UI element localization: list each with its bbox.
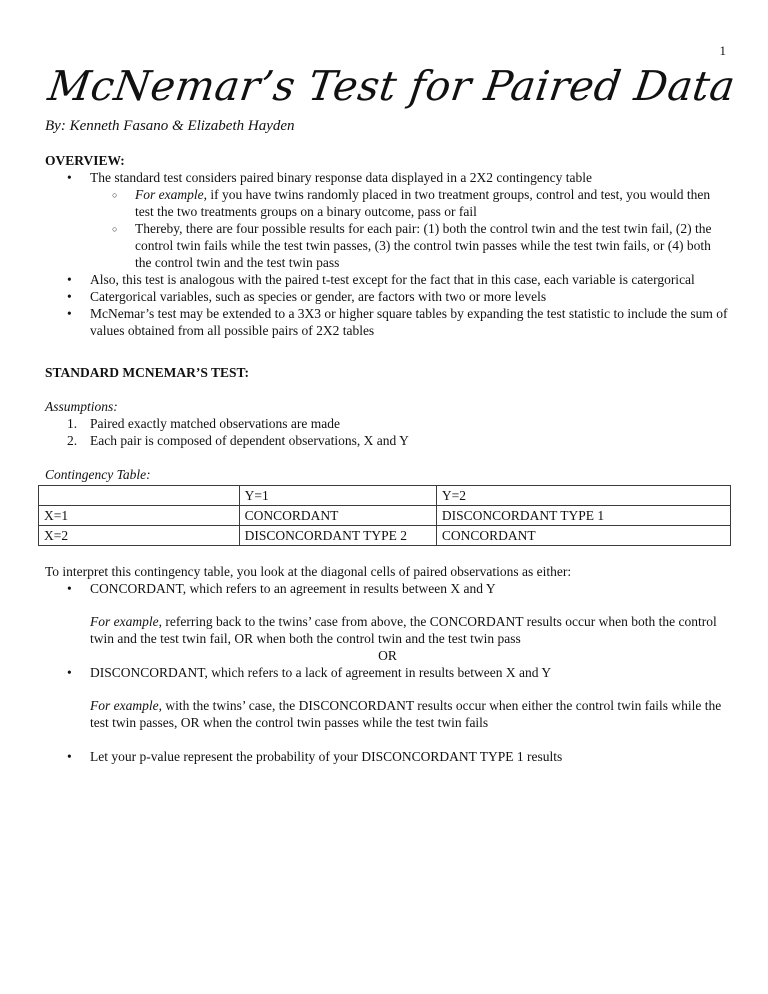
table-row-header-x1: X=1: [39, 506, 240, 526]
contingency-table-label: Contingency Table:: [45, 467, 151, 482]
bullet-text: DISCONCORDANT, which refers to a lack of agreement in results between X and Y: [90, 665, 552, 680]
document-title: McNemar’s Test for Paired Data: [45, 62, 739, 110]
table-cell: DISCONCORDANT TYPE 2: [239, 526, 436, 546]
standard-test-heading: STANDARD MCNEMAR’S TEST:: [45, 365, 250, 380]
overview-bullet-categorical: [45, 288, 730, 305]
overview-subbullet-four-results: [45, 220, 730, 271]
table-row: [39, 506, 731, 526]
disconcordant-example-paragraph: [45, 697, 730, 731]
disconcordant-bullet: [45, 664, 730, 681]
assumption-item-2: [45, 432, 730, 449]
overview-bullet-standard-test: [45, 169, 730, 186]
table-col-header-y1: Y=1: [239, 486, 436, 506]
bullet-text: Thereby, there are four possible results for each pair: (1) both the control twin and the test twin fail, (2) the control twin fails while the test twin passes, (3) the control twin passes while the test twin fails, or (4) both the control twin and the test twin pass: [135, 221, 712, 270]
concordant-example-paragraph: [45, 613, 730, 647]
table-cell: DISCONCORDANT TYPE 1: [436, 506, 730, 526]
bullet-text: Also, this test is analogous with the paired t-test except for the fact that in this case, each variable is catergorical: [90, 272, 695, 287]
assumption-text: Paired exactly matched observations are made: [90, 416, 341, 431]
or-separator: OR: [378, 648, 397, 663]
concordant-bullet: [45, 580, 730, 597]
table-row-header-x2: X=2: [39, 526, 240, 546]
assumption-text: Each pair is composed of dependent observations, X and Y: [90, 433, 409, 448]
overview-bullet-analogous: [45, 271, 730, 288]
pvalue-bullet: [45, 748, 730, 765]
assumption-item-1: [45, 415, 730, 432]
bullet-text: The standard test considers paired binary response data displayed in a 2X2 contingency table: [90, 170, 592, 185]
contingency-table: [38, 485, 731, 546]
overview-heading: OVERVIEW:: [45, 153, 125, 168]
for-example-lead: For example: [90, 698, 159, 713]
example-body: , if you have twins randomly placed in two treatment groups, control and test, you would then test the two treatments groups on a binary outcome, pass or fail: [135, 187, 711, 219]
table-cell: CONCORDANT: [239, 506, 436, 526]
table-row: [39, 526, 731, 546]
bullet-text: Catergorical variables, such as species or gender, are factors with two or more levels: [90, 289, 547, 304]
for-example-lead: For example: [135, 187, 204, 202]
for-example-lead: For example: [90, 614, 159, 629]
table-cell: CONCORDANT: [436, 526, 730, 546]
list-number: 2.: [67, 433, 78, 448]
table-corner-cell: [39, 486, 240, 506]
overview-bullet-extension: [45, 305, 730, 339]
example-body: , with the twins’ case, the DISCONCORDANT results occur when either the control twin fails while the test twin passes, OR when the control twin passes while the test twin fails: [90, 698, 722, 730]
page-number: 1: [719, 43, 726, 58]
bullet-text: McNemar’s test may be extended to a 3X3 or higher square tables by expanding the test statistic to include the sum of values obtained from all possible pairs of 2X2 tables: [90, 306, 728, 338]
assumptions-label: Assumptions:: [45, 399, 118, 414]
overview-subbullet-example: [45, 186, 730, 220]
bullet-text: CONCORDANT, which refers to an agreement in results between X and Y: [90, 581, 496, 596]
list-number: 1.: [67, 416, 78, 431]
table-col-header-y2: Y=2: [436, 486, 730, 506]
byline: By: Kenneth Fasano & Elizabeth Hayden: [45, 118, 295, 134]
interpretation-intro: To interpret this contingency table, you look at the diagonal cells of paired observations as either:: [45, 564, 572, 579]
bullet-text: Let your p-value represent the probability of your DISCONCORDANT TYPE 1 results: [90, 749, 563, 764]
table-header-row: [39, 486, 731, 506]
example-body: , referring back to the twins’ case from above, the CONCORDANT results occur when both the control twin and the test twin fail, OR when both the control twin and the test twin pass: [90, 614, 717, 646]
